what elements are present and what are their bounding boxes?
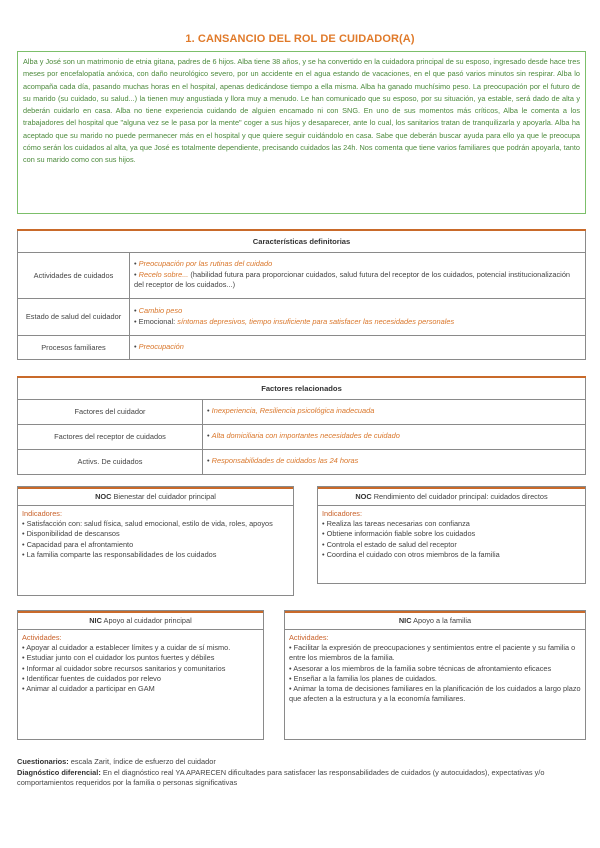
- case-description: Alba y José son un matrimonio de etnia gitana, padres de 6 hijos. Alba tiene 38 años, y se ha convertido en la cuidadora principal de su esposo, ingresado desde hace tres meses por encefalopatía anóxica, con daño neurológico severo, por un accidente en el agua estando de vacaciones, en el que pasó varios minutos sin respirar. Alba lo acompaña cada día, pasando muchas horas en el hospital, apenas dedicándose tiempo a ella misma. Alba ha ganado muchísimo peso. La preocupación por el futuro de su marido (su cuidado, su salud...) la tienen muy angustiada y llora muy a menudo. Le han comunicado que su esposo, por su situación, ya estable, será dado de alta y deberán cuidarlo en casa. Alba no tiene experiencia cuidando de alguien encamado ni con SNG. En uno de sus momentos más críticos, Alba le comenta a los trabajadores del hospital que "alguna vez se le pasa por la mente" coger a sus hijos y desaparecer, ante lo cual, los sanitarios tratan de tranquilizarla y apoyarla. Alba ha aceptado que su marido no puede permanecer más en el hospital y que quiere seguir cuidándolo en casa. Sabe que deberán buscar ayuda para ello ya que le preocupa cómo serán los cuidados al alta, ya que José es totalmente dependiente, precisando cuidados las 24h. Nos comenta que tiene varios familiares que podrán apoyarla, tanto con su marido como con sus hijos.: [17, 51, 586, 214]
- plain-text: Emocional:: [138, 316, 178, 326]
- list-item: • Asesorar a los miembros de la familia sobre técnicas de afrontamiento eficaces: [289, 663, 552, 673]
- nic-caregiver-support-box: [17, 610, 264, 740]
- related-factors-table: [17, 376, 586, 475]
- list-item: • Realiza las tareas necesarias con confianza: [322, 519, 470, 529]
- nic-header: [285, 611, 585, 630]
- related-header: Factores relacionados: [18, 377, 586, 399]
- row-label: Estado de salud del cuidador: [18, 298, 130, 335]
- indicators-label: Indicadores:: [22, 509, 63, 518]
- nic-family-support-box: [284, 610, 586, 740]
- list-item: • Disponibilidad de descansos: [22, 529, 120, 539]
- defining-characteristics-table: [17, 229, 586, 360]
- row-value: • Responsabilidades de cuidados las 24 horas: [203, 449, 586, 474]
- row-label: Factores del cuidador: [18, 399, 203, 424]
- noc-header: [318, 487, 585, 506]
- differential-text: En el diagnóstico real YA APARECEN dificultades para satisfacer las responsabilidades de cuidados (y autocuidados), expectativas y/o comportamientos requeridos por la familia o personas significativas: [17, 767, 545, 788]
- questionnaires-label: Cuestionarios:: [17, 757, 69, 766]
- nic-header: [18, 611, 263, 630]
- list-item: • Facilitar la expresión de preocupaciones y sentimientos entre el paciente y su familia o entre los miembros de la familia.: [289, 643, 576, 663]
- defining-header: Características definitorias: [18, 230, 586, 252]
- row-label: Actividades de cuidados: [18, 252, 130, 298]
- noc-performance-box: [317, 486, 586, 584]
- list-item: • Satisfacción con: salud física, salud emocional, estilo de vida, roles, apoyos: [22, 519, 273, 529]
- nic-tag: NIC: [89, 616, 102, 625]
- row-value: • Preocupación por las rutinas del cuidado • Recelo sobre... (habilidad futura para proporcionar cuidados, salud futura del receptor de los cuidados, potencial institucionalización del receptor de los cuidados...): [130, 252, 586, 298]
- row-value: • Cambio peso • Emocional: síntomas depresivos, tiempo insuficiente para satisfacer las necesidades personales: [130, 298, 586, 335]
- list-item: • Controla el estado de salud del receptor: [322, 539, 457, 549]
- row-label: Procesos familiares: [18, 335, 130, 359]
- row-label: Activs. De cuidados: [18, 449, 203, 474]
- row-value: • Alta domiciliaria con importantes necesidades de cuidado: [203, 424, 586, 449]
- noc-title: Bienestar del cuidador principal: [113, 492, 216, 501]
- list-item: • Informar al cuidador sobre recursos sanitarios y comunitarios: [22, 663, 226, 673]
- differential-label: Diagnóstico diferencial:: [17, 767, 101, 777]
- orange-text: síntomas depresivos, tiempo insuficiente para satisfacer las necesidades personales: [177, 316, 455, 326]
- list-item: • Obtiene información fiable sobre los cuidados: [322, 529, 476, 539]
- list-item: • Coordina el cuidado con otros miembros de la familia: [322, 549, 500, 559]
- orange-text: Cambio peso: [138, 306, 183, 315]
- nic-title: Apoyo al cuidador principal: [103, 616, 192, 625]
- orange-text: Preocupación: [138, 341, 184, 351]
- noc-tag: NOC: [355, 492, 372, 501]
- noc-header: [18, 487, 293, 506]
- nic-title: Apoyo a la familia: [413, 616, 472, 625]
- orange-text: Preocupación por las rutinas del cuidado: [138, 259, 273, 269]
- row-label: Factores del receptor de cuidados: [18, 424, 203, 449]
- plain-text: (habilidad futura para proporcionar cuidados, salud futura del receptor de los cuidados, potencial institucionalización del receptor de los cuidados...): [134, 269, 571, 290]
- row-value: • Preocupación: [130, 335, 586, 359]
- list-item: • Estudiar junto con el cuidador los puntos fuertes y débiles: [22, 653, 215, 663]
- noc-tag: NOC: [95, 492, 112, 501]
- list-item: • Identificar fuentes de cuidados por relevo: [22, 673, 161, 683]
- noc-body: [318, 506, 585, 563]
- activities-label: Actividades:: [289, 633, 329, 642]
- nic-body: [285, 630, 585, 707]
- orange-text: Recelo sobre...: [138, 269, 189, 279]
- questionnaires-text: escala Zarit, índice de esfuerzo del cuidador: [68, 757, 216, 766]
- orange-text: Inexperiencia, Resiliencia psicológica inadecuada: [211, 406, 375, 416]
- noc-body: [18, 506, 293, 563]
- indicators-label: Indicadores:: [322, 509, 363, 518]
- nic-body: [18, 630, 263, 697]
- row-value: • Inexperiencia, Resiliencia psicológica inadecuada: [203, 399, 586, 424]
- activities-label: Actividades:: [22, 633, 62, 642]
- list-item: • Apoyar al cuidador a establecer límites y a cuidar de sí mismo.: [22, 643, 231, 653]
- orange-text: Alta domiciliaria con importantes necesidades de cuidado: [211, 431, 400, 441]
- orange-text: Responsabilidades de cuidados las 24 horas: [211, 456, 359, 466]
- nic-tag: NIC: [398, 616, 412, 625]
- list-item: • Animar al cuidador a participar en GAM: [22, 684, 155, 694]
- list-item: • Animar la toma de decisiones familiares en la planificación de los cuidados a largo plazo que afecten a la estructura y a la economía familiares.: [289, 684, 581, 704]
- list-item: • Enseñar a la familia los planes de cuidados.: [289, 673, 437, 683]
- footer-notes: [17, 757, 587, 789]
- noc-wellbeing-box: [17, 486, 294, 596]
- list-item: • Capacidad para el afrontamiento: [22, 539, 134, 549]
- noc-title: Rendimiento del cuidador principal: cuidados directos: [373, 492, 548, 501]
- page-title: 1. CANSANCIO DEL ROL DE CUIDADOR(A): [185, 33, 415, 45]
- list-item: • La familia comparte las responsabilidades de los cuidados: [22, 549, 217, 559]
